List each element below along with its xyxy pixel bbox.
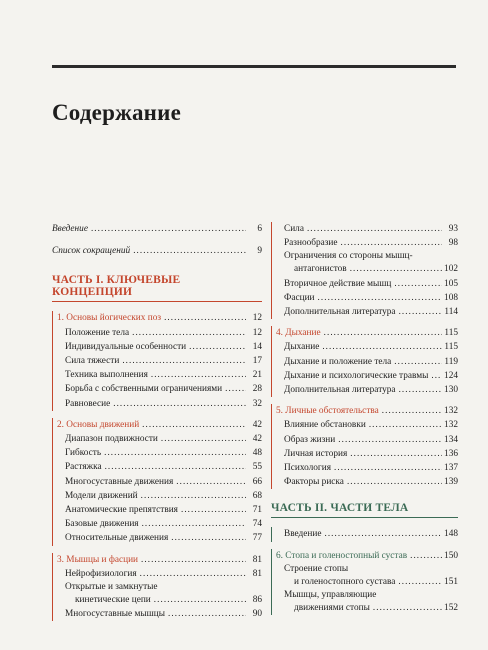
top-rule (52, 65, 456, 68)
part-heading: ЧАСТЬ II. ЧАСТИ ТЕЛА (271, 502, 458, 518)
toc-entry[interactable]: Относительные движения ..... 77 (53, 531, 262, 545)
toc-entry[interactable]: Факторы риска ..... 139 (272, 475, 458, 489)
chapter-block (52, 553, 262, 622)
toc-entry[interactable]: Образ жизни ..... 134 (272, 433, 458, 447)
toc-entry[interactable]: Введение ..... 148 (272, 527, 458, 541)
toc-entry[interactable]: Вторичное действие мышц ..... 105 (272, 277, 458, 291)
toc-entry[interactable]: Список сокращений ..... 9 (52, 244, 262, 258)
toc-entry[interactable]: Фасции ..... 108 (272, 291, 458, 305)
chapter-entry[interactable]: 4. Дыхание ..... 115 (272, 326, 458, 340)
toc-entry[interactable]: Многосуставные мышцы ..... 90 (53, 607, 262, 621)
toc-entry[interactable]: Разнообразие ..... 98 (272, 236, 458, 250)
chapter-block (52, 418, 262, 546)
toc-entry[interactable]: Базовые движения ..... 74 (53, 517, 262, 531)
page-title: Содержание (52, 100, 181, 125)
toc-entry[interactable]: Растяжка ..... 55 (53, 460, 262, 474)
chapter-entry[interactable]: 5. Личные обстоятельства ..... 132 (272, 404, 458, 418)
toc-entry[interactable]: Дыхание ..... 115 (272, 340, 458, 354)
toc-entry[interactable]: Индивидуальные особенности ..... 14 (53, 340, 262, 354)
toc-entry[interactable]: Психология ..... 137 (272, 461, 458, 475)
toc-entry[interactable]: Дыхание и положение тела ..... 119 (272, 355, 458, 369)
toc-entry-line1[interactable]: Мышцы, управляющие (284, 590, 377, 601)
toc-entry[interactable]: Гибкость ..... 48 (53, 446, 262, 460)
chapter-entry[interactable]: 2. Основы движений ..... 42 (53, 418, 262, 432)
toc-entry[interactable]: Влияние обстановки ..... 132 (272, 418, 458, 432)
chapter-entry[interactable]: 1. Основы йогических поз ..... 12 (53, 311, 262, 325)
toc-right-column (271, 222, 458, 622)
toc-entry-line1[interactable]: Ограничения со стороны мышц- (284, 251, 413, 262)
chapter-block (52, 311, 262, 410)
intro-block (271, 527, 458, 541)
toc-entry[interactable]: Борьба с собственными ограничениями ..... 28 (53, 382, 262, 396)
toc-entry[interactable]: Многосуставные движения ..... 66 (53, 475, 262, 489)
toc-entry[interactable]: Нейрофизиология ..... 81 (53, 567, 262, 581)
toc-entry-line1[interactable]: Строение стопы (284, 563, 349, 574)
chapter-block (271, 326, 458, 397)
toc-entry-line2[interactable]: антагонистов ..... 102 (272, 262, 458, 276)
toc-entry[interactable]: Личная история ..... 136 (272, 447, 458, 461)
part-heading: ЧАСТЬ I. КЛЮЧЕВЫЕ КОНЦЕПЦИИ (52, 274, 262, 302)
toc-entry[interactable]: Сила ..... 93 (272, 222, 458, 236)
chapter-block (271, 549, 458, 616)
toc-entry[interactable]: Равновесие ..... 32 (53, 397, 262, 411)
chapter-entry[interactable]: 3. Мышцы и фасции ..... 81 (53, 553, 262, 567)
toc-left-column (52, 222, 262, 628)
toc-entry[interactable]: Дыхание и психологические травмы ..... 124 (272, 369, 458, 383)
toc-entry-line2[interactable]: кинетические цепи ..... 86 (53, 593, 262, 607)
toc-entry[interactable]: Положение тела ..... 12 (53, 326, 262, 340)
toc-entry[interactable]: Техника выполнения ..... 21 (53, 368, 262, 382)
chapter-block (271, 404, 458, 489)
toc-entry-line1[interactable]: Открытые и замкнутые (65, 582, 158, 593)
toc-entry-line2[interactable]: движениями стопы ..... 152 (272, 601, 458, 615)
toc-entry[interactable]: Анатомические препятствия ..... 71 (53, 503, 262, 517)
toc-entry[interactable]: Диапазон подвижности ..... 42 (53, 432, 262, 446)
toc-entry[interactable]: Модели движений ..... 68 (53, 489, 262, 503)
toc-entry[interactable]: Сила тяжести ..... 17 (53, 354, 262, 368)
toc-entry[interactable]: Дополнительная литература ..... 114 (272, 305, 458, 319)
chapter-block-continued (271, 222, 458, 319)
toc-entry[interactable]: Введение ..... 6 (52, 222, 262, 236)
toc-entry[interactable]: Дополнительная литература ..... 130 (272, 383, 458, 397)
toc-entry-line2[interactable]: и голеностопного сустава ..... 151 (272, 575, 458, 589)
chapter-entry[interactable]: 6. Стопа и голеностопный сустав ..... 150 (272, 549, 458, 563)
